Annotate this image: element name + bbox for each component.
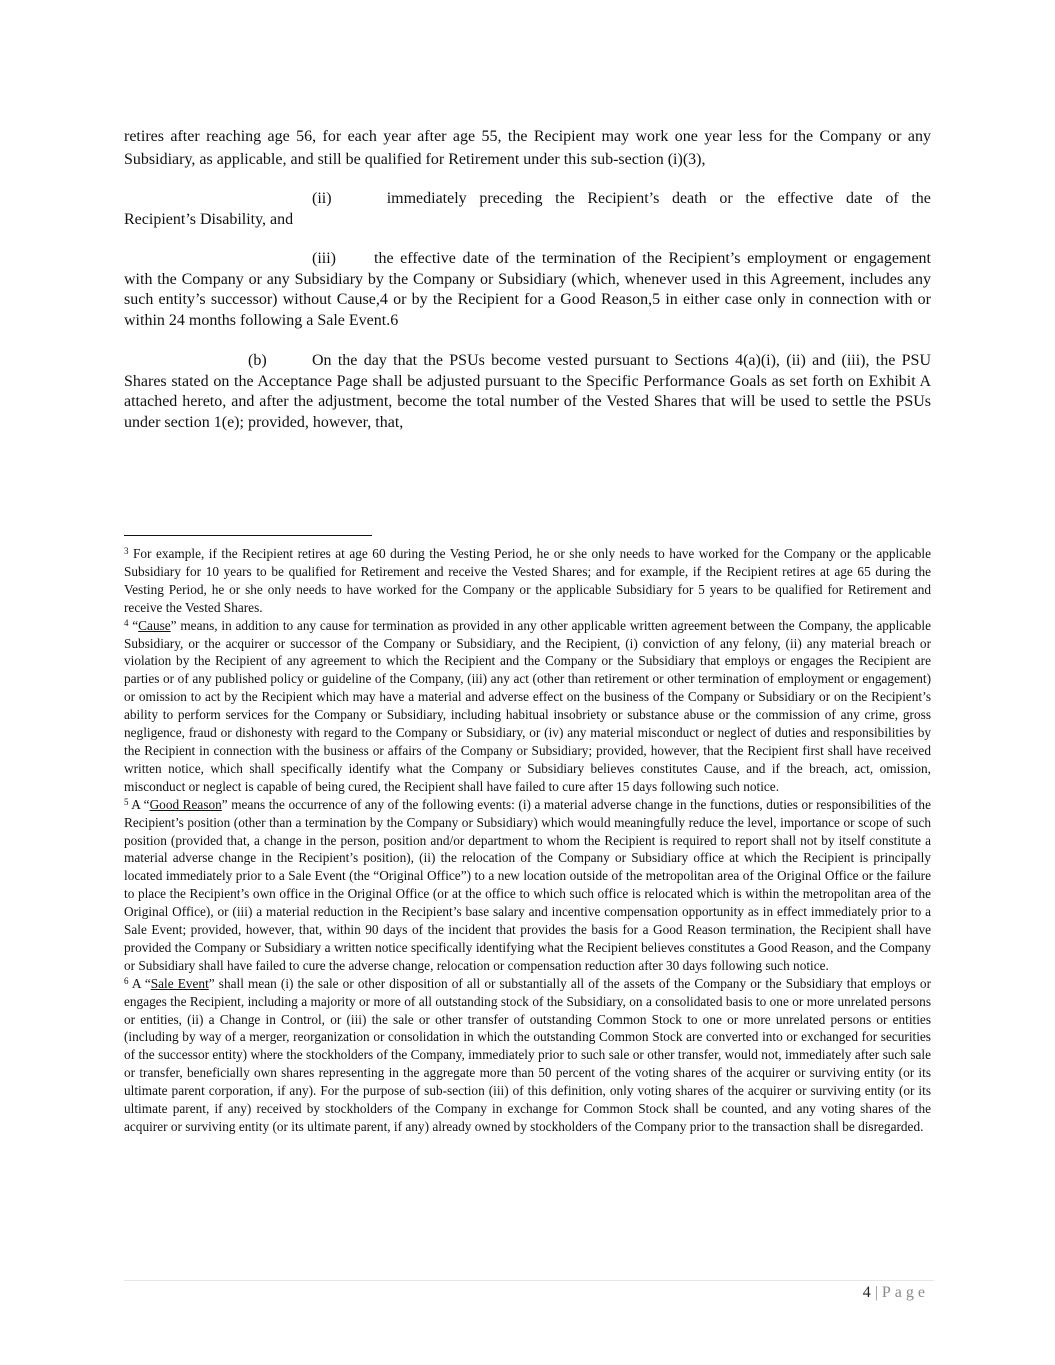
paragraph-ii-rest: Recipient’s Disability, and xyxy=(124,210,294,228)
footnotes xyxy=(124,545,931,1136)
footnote-separator xyxy=(124,535,372,536)
defined-term-cause: Cause xyxy=(138,617,171,633)
paragraph-b-text: On the day that the PSUs become vested pursuant to Sections 4(a)(i), (ii) and (iii), the PSU Shares stated on the Acceptance Page shall be adjusted pursuant to the Specific Performance Goals as set forth on Exhibit A attached hereto, and after the adjustment, become the total number of the Vested Shares that will be used to settle the PSUs under section 1(e); provided, however, that, xyxy=(124,352,931,431)
footnote-text: For example, if the Recipient retires at age 60 during the Vesting Period, he or she only needs to have worked for the Company or the applicable Subsidiary for 10 years to be qualified for Retirement and receive the Vested Shares; and for example, if the Recipient retires at age 65 during the Vesting Period, he or she only needs to have worked for the Company or the applicable Subsidiary for 5 years to be qualified for Retirement and receive the Vested Shares. xyxy=(124,546,931,615)
footnote-number: 3 xyxy=(124,546,129,556)
footnote-5 xyxy=(124,796,931,975)
footnote-text: ” means the occurrence of any of the following events: (i) a material adverse change in the functions, duties or responsibilities of the Recipient’s position (other than a termination by the Company or Subsidiary) which would meaningfully reduce the level, importance or scope of such position (provided that, a change in the person, position and/or department to whom the Recipient is required to report shall not by itself constitute a material adverse change in the Recipient’s position), (ii) the relocation of the Company or Subsidiary office at which the Recipient is principally located immediately prior to a Sale Event (the “Original Office”) to a new location outside of the metropolitan area of the Original Office or the failure to place the Recipient’s own office in the Original Office (or at the office to which such office is relocated which is within the metropolitan area of the Original Office), or (iii) a material reduction in the Recipient’s base salary and incentive compensation opportunity as in effect immediately prior to a Sale Event; provided, however, that, within 90 days of the incident that provides the basis for a Good Reason termination, the Recipient shall have provided the Company or Subsidiary a written notice specifically identifying what the Recipient believes constitutes a Good Reason, and the Company or Subsidiary shall have failed to cure the adverse change, relocation or compensation reduction after 30 days following such notice. xyxy=(124,796,931,973)
footer-divider xyxy=(124,1280,934,1281)
footnote-6 xyxy=(124,975,931,1136)
paragraph-b xyxy=(124,351,931,433)
paragraph-ii-word: death xyxy=(672,190,707,207)
paragraph-ii-word: or xyxy=(719,190,733,207)
paragraph-iii-text: the effective date of the termination of the Recipient’s employment or engagement with the Company or any Subsidiary by the Company or Subsidiary (which, whenever used in this Agreement, includes any such entity’s successor) without Cause,4 or by the Recipient for a Good Reason,5 in either case only in connection with or within 24 months following a Sale Event.6 xyxy=(124,250,931,329)
paragraph-iii-number: (iii) xyxy=(312,250,336,267)
defined-term-sale-event: Sale Event xyxy=(150,975,209,991)
page-footer xyxy=(863,1284,929,1302)
footnote-quote-open: A “ xyxy=(128,796,150,812)
paragraph-iii xyxy=(124,249,931,331)
paragraph-b-indent xyxy=(124,351,312,372)
paragraph-ii-word: Recipient’s xyxy=(587,190,660,207)
footnote-4 xyxy=(124,617,931,796)
footnote-text: ” shall mean (i) the sale or other disposition of all or substantially all of the assets of the Company or the Subsidiary that employs or engages the Recipient, including a majority or more of all outstanding stock of the Subsidiary, on a consolidated basis to one or more unrelated persons or entities, (ii) a Change in Control, or (iii) the sale or other transfer of outstanding Common Stock to one or more unrelated persons or entities (including by way of a merger, reorganization or consolidation in which the outstanding Common Stock are converted into or exchanged for securities of the successor entity) where the stockholders of the Company, immediately prior to such sale or other transfer, would not, immediately after such sale or transfer, beneficially own shares representing in the aggregate more than 50 percent of the voting shares of the acquirer or surviving entity (or its ultimate parent corporation, if any). For the purpose of sub-section (iii) of this definition, only voting shares of the acquirer or surviving entity (or its ultimate parent, if any) received by stockholders of the Company in exchange for Common Stock shall be counted, and any voting shares of the acquirer or surviving entity (or its ultimate parent, if any) already owned by stockholders of the Company prior to the transaction shall be disregarded. xyxy=(124,975,932,1134)
footnote-quote-open: “ xyxy=(128,617,139,633)
footnote-number: 5 xyxy=(124,796,129,807)
page-separator: | xyxy=(874,1284,878,1301)
paragraph-ii-first-line xyxy=(124,189,931,210)
paragraph-ii-word: of xyxy=(885,190,899,207)
paragraph-ii-word: date xyxy=(845,190,873,207)
page-number: 4 xyxy=(862,1284,871,1301)
paragraph-ii-word: preceding xyxy=(479,190,543,207)
paragraph-ii-word: effective xyxy=(777,190,834,207)
footnote-number: 6 xyxy=(124,975,129,986)
page-label: Page xyxy=(881,1284,929,1301)
footnote-quote-open: A “ xyxy=(128,975,151,991)
paragraph-ii-word: immediately xyxy=(386,190,467,207)
paragraph-ii-indent xyxy=(124,189,374,210)
paragraph-ii xyxy=(124,189,931,230)
paragraph-retirement-continuation: retires after reaching age 56, for each year after age 55, the Recipient may work one year less for the Company or any Subsidiary, as applicable, and still be qualified for Retirement under this sub-section (i)(3), xyxy=(124,128,931,168)
paragraph-iii-indent xyxy=(124,249,374,270)
paragraph-b-number: (b) xyxy=(248,352,267,369)
paragraph-ii-word: the xyxy=(911,190,931,207)
paragraph-ii-word: the xyxy=(555,190,575,207)
paragraph-ii-word: the xyxy=(745,190,765,207)
footnote-number: 4 xyxy=(124,617,129,628)
footnote-text: ” means, in addition to any cause for termination as provided in any other applicable written agreement between the Company, the applicable Subsidiary, or the acquirer or successor of the Company or Subsidiary, and the Recipient, (i) conviction of any felony, (ii) any material breach or violation by the Recipient of any agreement to which the Recipient and the Company or the Subsidiary that employs or engages the Recipient are parties or of any published policy or guideline of the Company, (iii) any act (other than retirement or other termination of employment or engagement) or omission to act by the Recipient which may have a material and adverse effect on the business of the Company or Subsidiary or on the Recipient’s ability to perform services for the Company or Subsidiary, including habitual insobriety or substance abuse or the commission of any crime, gross negligence, fraud or dishonesty with regard to the Company or Subsidiary, or (iv) any material misconduct or neglect of duties and responsibilities by the Recipient in connection with the business or affairs of the Company or Subsidiary; provided, however, that the Recipient first shall have received written notice, which shall specifically identify what the Company or Subsidiary believes constitutes Cause, and if the breach, act, omission, misconduct or neglect is capable of being cured, the Recipient shall have failed to cure after 15 days following such notice. xyxy=(124,617,932,794)
paragraph-ii-number: (ii) xyxy=(312,190,332,207)
defined-term-good-reason: Good Reason xyxy=(149,796,222,812)
footnote-3 xyxy=(124,545,931,617)
